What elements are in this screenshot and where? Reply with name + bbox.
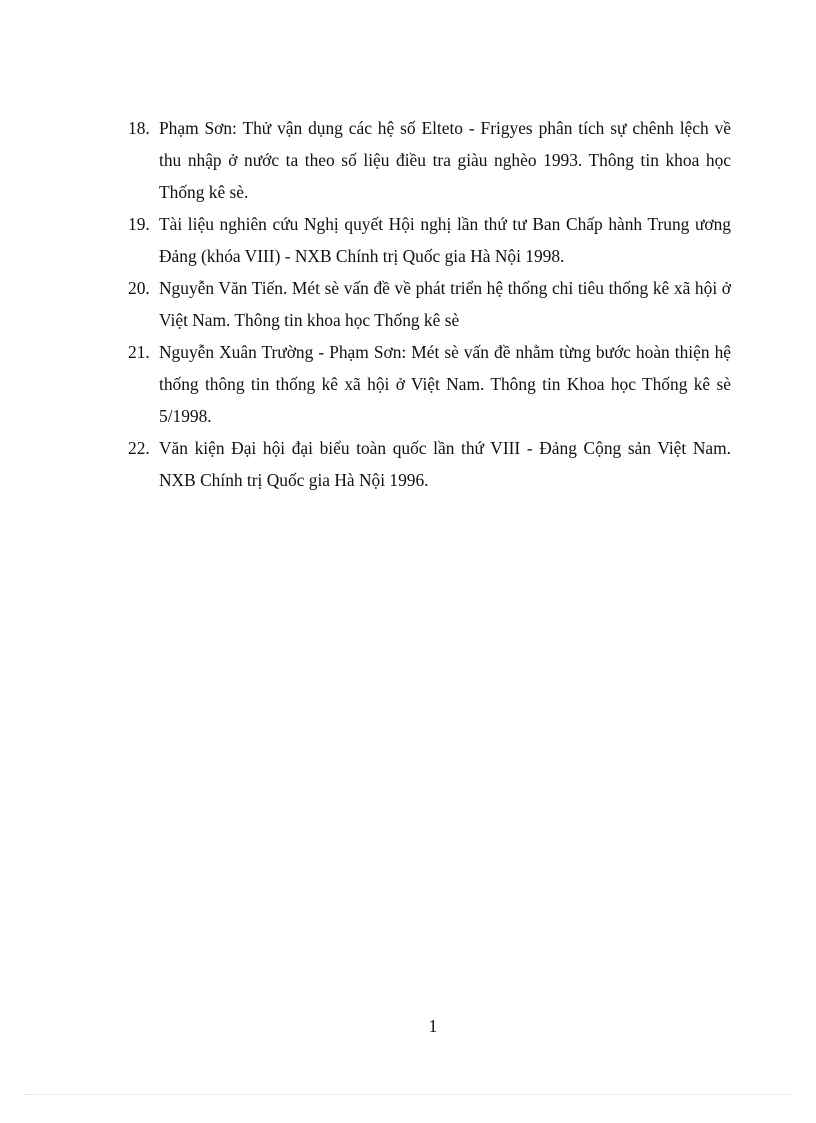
reference-number: 21.	[128, 342, 150, 362]
reference-item-20	[128, 272, 731, 336]
reference-text: Nguyễn Văn Tiến. Mét sè vấn đề về phát triển hệ thống chỉ tiêu thống kê xã hội ở Việt Nam. Thông tin khoa học Thống kê sè	[159, 278, 731, 330]
reference-item-18	[128, 112, 731, 208]
reference-number: 18.	[128, 118, 150, 138]
reference-text: Phạm Sơn: Thử vận dụng các hệ số Elteto - Frigyes phân tích sự chênh lệch về thu nhập ở nước ta theo số liệu điều tra giàu nghèo 1993. Thông tin khoa học Thống kê sè.	[159, 118, 731, 202]
reference-text: Văn kiện Đại hội đại biểu toàn quốc lần thứ VIII - Đảng Cộng sản Việt Nam. NXB Chính trị Quốc gia Hà Nội 1996.	[159, 438, 731, 490]
reference-text: Nguyễn Xuân Trường - Phạm Sơn: Mét sè vấn đề nhằm từng bước hoàn thiện hệ thống thông tin thống kê xã hội ở Việt Nam. Thông tin Khoa học Thống kê sè 5/1998.	[159, 342, 731, 426]
reference-item-22	[128, 432, 731, 496]
reference-number: 22.	[128, 438, 150, 458]
reference-item-21	[128, 336, 731, 432]
page-bottom-rule	[24, 1094, 792, 1095]
reference-number: 20.	[128, 278, 150, 298]
reference-list	[128, 112, 731, 496]
reference-item-19	[128, 208, 731, 272]
reference-text: Tài liệu nghiên cứu Nghị quyết Hội nghị lần thứ tư Ban Chấp hành Trung ương Đảng (khóa VIII) - NXB Chính trị Quốc gia Hà Nội 1998.	[159, 214, 731, 266]
page-number: 1	[428, 1016, 438, 1036]
reference-number: 19.	[128, 214, 150, 234]
